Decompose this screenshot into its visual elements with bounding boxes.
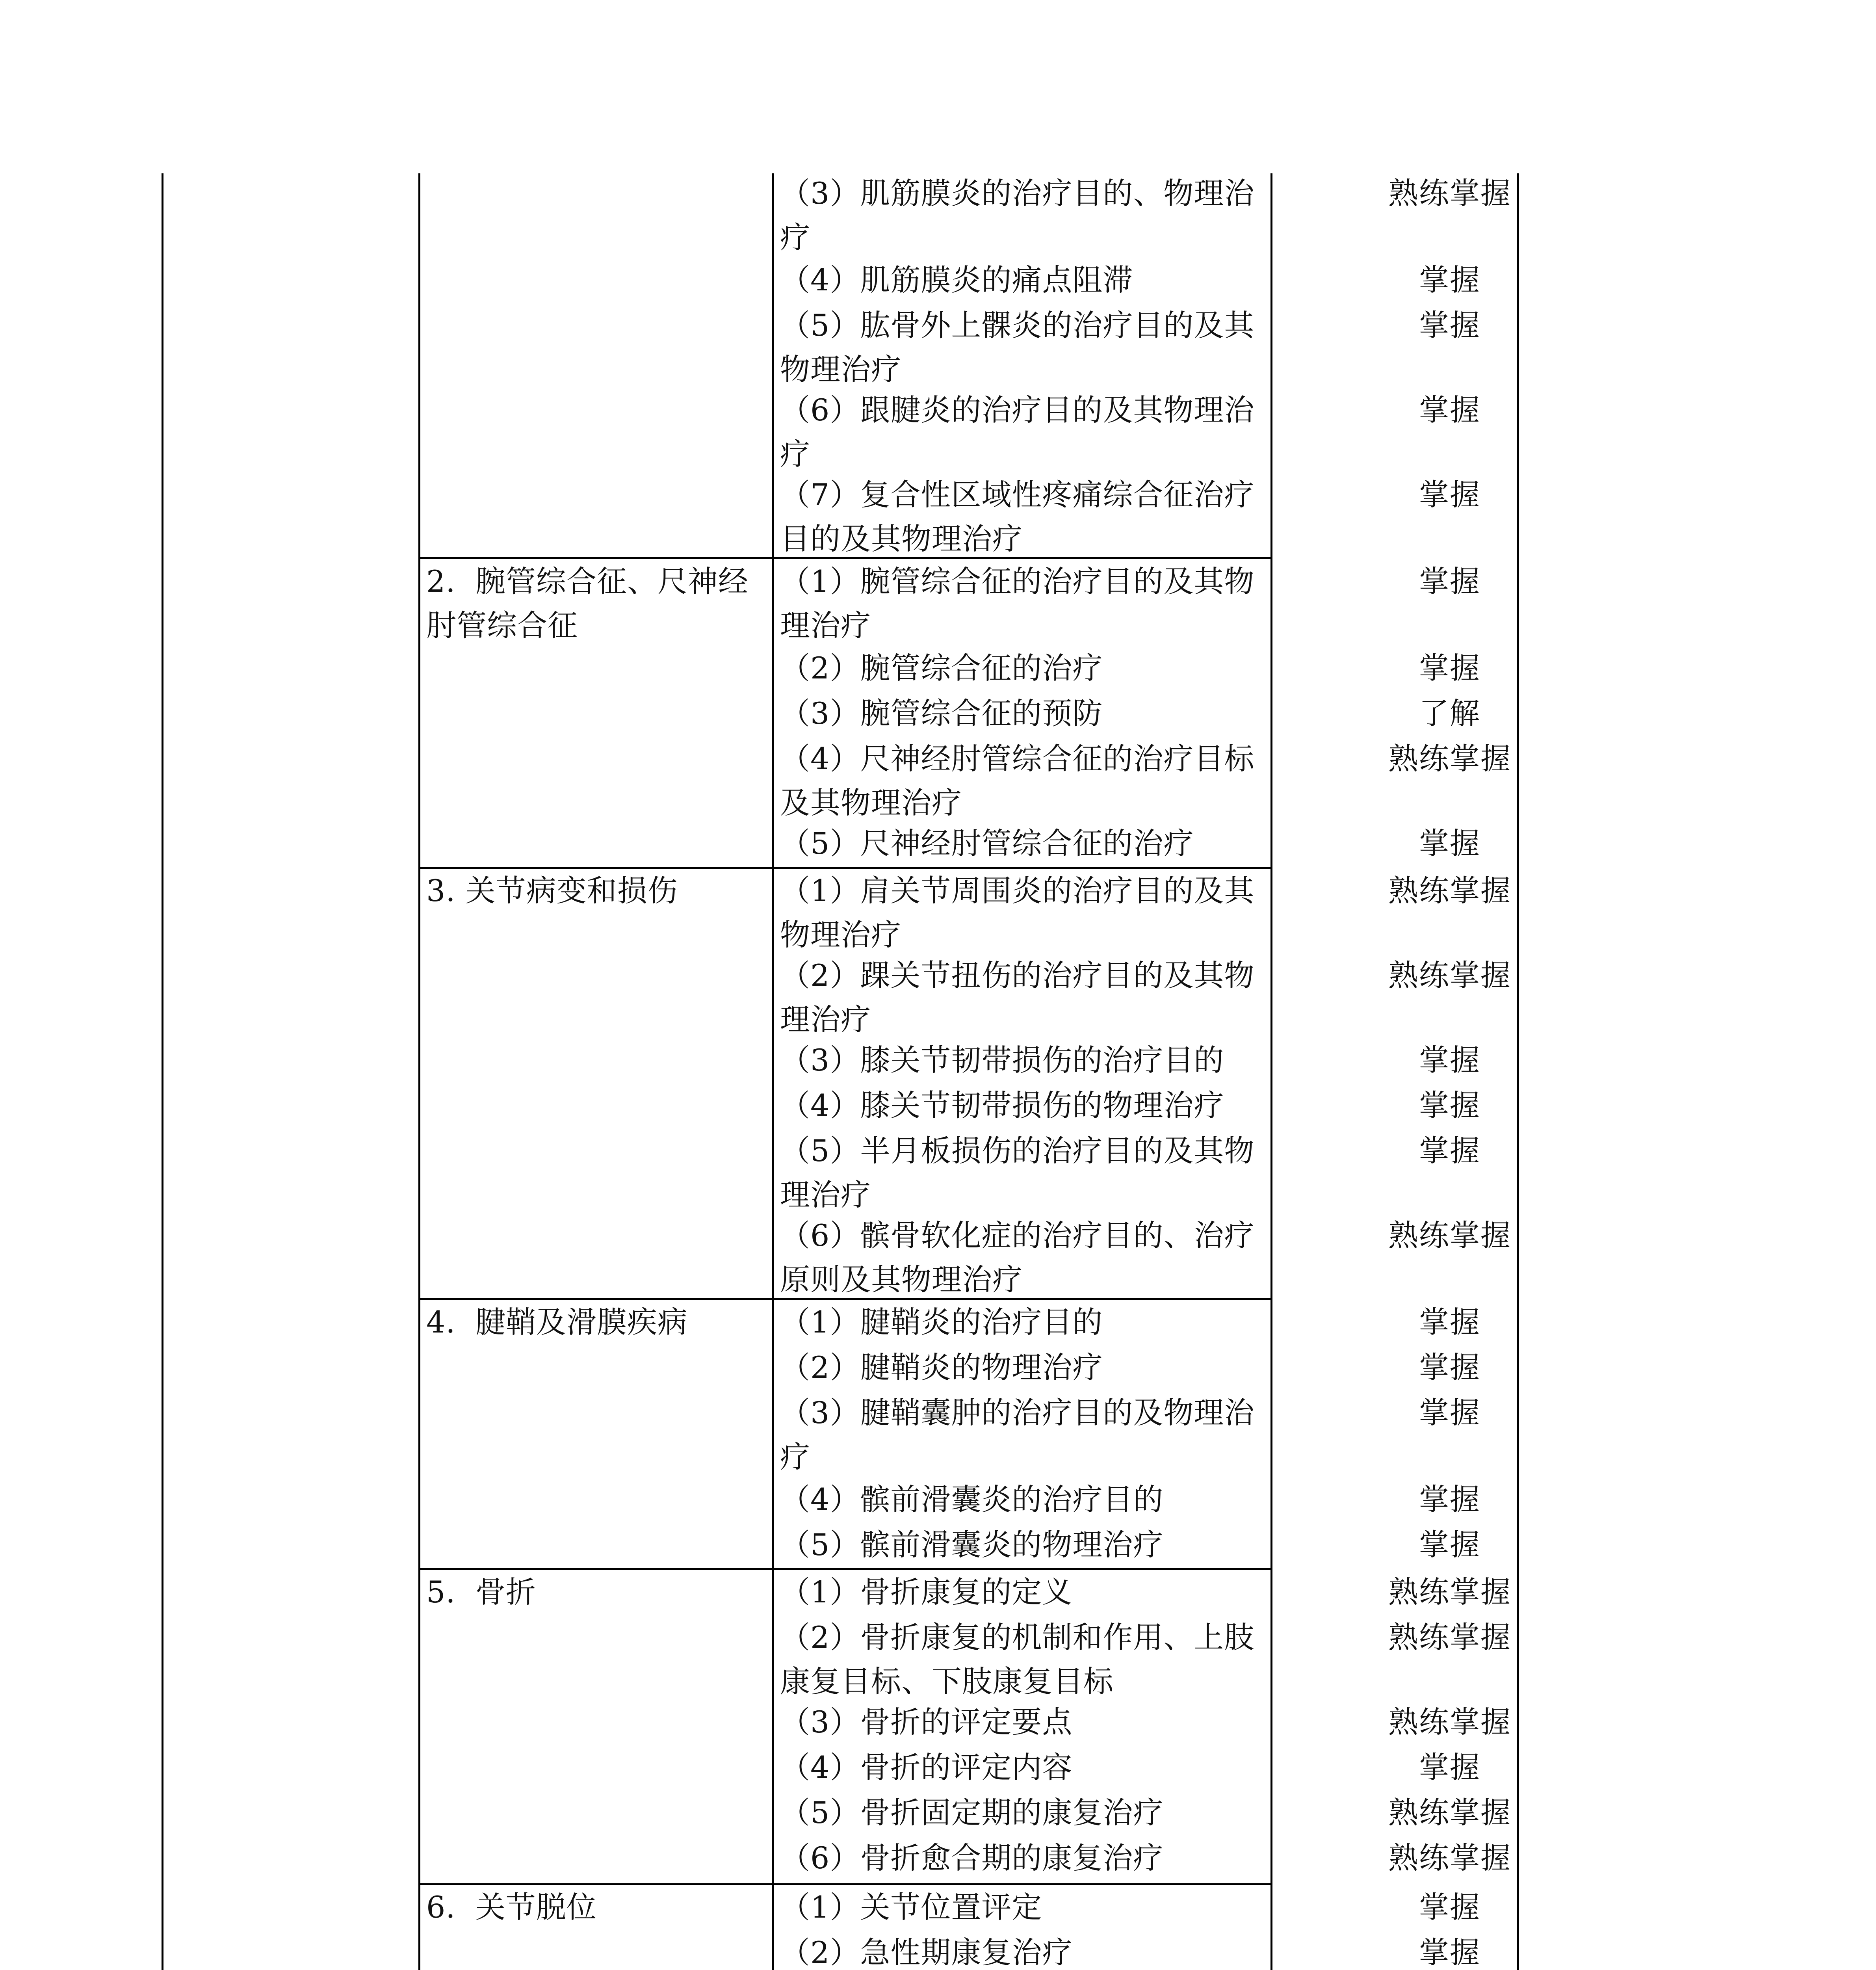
topic-label: 5. 骨折 bbox=[426, 1574, 536, 1609]
syllabus-item: （2）急性期康复治疗 bbox=[780, 1935, 1073, 1970]
syllabus-item: （4）尺神经肘管综合征的治疗目标及其物理治疗 bbox=[780, 741, 1255, 820]
syllabus-item: （4）肌筋膜炎的痛点阻滞 bbox=[780, 262, 1133, 297]
mastery-level: 熟练掌握 bbox=[1388, 873, 1511, 908]
syllabus-item: （5）髌前滑囊炎的物理治疗 bbox=[780, 1527, 1164, 1562]
syllabus-item: （1）骨折康复的定义 bbox=[780, 1574, 1073, 1609]
syllabus-item: （6）骨折愈合期的康复治疗 bbox=[780, 1840, 1164, 1875]
syllabus-item: （3）肌筋膜炎的治疗目的、物理治疗 bbox=[780, 176, 1255, 255]
table-column-divider-1 bbox=[418, 173, 420, 1970]
mastery-level: 掌握 bbox=[1419, 1750, 1480, 1785]
mastery-level: 掌握 bbox=[1419, 262, 1480, 297]
mastery-level: 掌握 bbox=[1419, 826, 1480, 861]
syllabus-item: （3）腱鞘囊肿的治疗目的及物理治疗 bbox=[780, 1395, 1255, 1474]
table-column-divider-2 bbox=[772, 173, 774, 1970]
mastery-level: 熟练掌握 bbox=[1388, 176, 1511, 211]
mastery-level: 掌握 bbox=[1419, 650, 1480, 686]
syllabus-item: （4）髌前滑囊炎的治疗目的 bbox=[780, 1482, 1164, 1517]
mastery-level: 掌握 bbox=[1419, 1043, 1480, 1078]
mastery-level: 掌握 bbox=[1419, 1890, 1480, 1925]
mastery-level: 掌握 bbox=[1419, 308, 1480, 343]
topic-label: 4. 腱鞘及滑膜疾病 bbox=[426, 1305, 688, 1340]
mastery-level: 掌握 bbox=[1419, 1350, 1480, 1385]
topic-label: 3. 关节病变和损伤 bbox=[426, 873, 678, 908]
mastery-level: 掌握 bbox=[1419, 564, 1480, 599]
syllabus-item: （1）关节位置评定 bbox=[780, 1890, 1042, 1925]
syllabus-item: （2）腱鞘炎的物理治疗 bbox=[780, 1350, 1103, 1385]
mastery-level: 掌握 bbox=[1419, 392, 1480, 427]
syllabus-item: （5）半月板损伤的治疗目的及其物理治疗 bbox=[780, 1133, 1255, 1212]
syllabus-item: （6）跟腱炎的治疗目的及其物理治疗 bbox=[780, 392, 1255, 472]
mastery-level: 掌握 bbox=[1419, 477, 1480, 512]
syllabus-item: （2）踝关节扭伤的治疗目的及其物理治疗 bbox=[780, 958, 1255, 1037]
syllabus-item: （3）膝关节韧带损伤的治疗目的 bbox=[780, 1043, 1224, 1078]
mastery-level: 掌握 bbox=[1419, 1305, 1480, 1340]
mastery-level: 掌握 bbox=[1419, 1088, 1480, 1123]
mastery-level: 掌握 bbox=[1419, 1395, 1480, 1430]
mastery-level: 熟练掌握 bbox=[1388, 1218, 1511, 1253]
mastery-level: 熟练掌握 bbox=[1388, 741, 1511, 776]
mastery-level: 掌握 bbox=[1419, 1527, 1480, 1562]
mastery-level: 掌握 bbox=[1419, 1482, 1480, 1517]
syllabus-item: （7）复合性区域性疼痛综合征治疗目的及其物理治疗 bbox=[780, 477, 1255, 556]
syllabus-item: （5）肱骨外上髁炎的治疗目的及其物理治疗 bbox=[780, 308, 1255, 387]
mastery-level: 熟练掌握 bbox=[1388, 1840, 1511, 1875]
topic-label: 6. 关节脱位 bbox=[426, 1890, 597, 1925]
syllabus-item: （4）骨折的评定内容 bbox=[780, 1750, 1073, 1785]
table-column-divider-3 bbox=[1270, 173, 1272, 1970]
table-border-left bbox=[162, 173, 163, 1970]
mastery-level: 熟练掌握 bbox=[1388, 1704, 1511, 1740]
mastery-level: 熟练掌握 bbox=[1388, 1574, 1511, 1609]
syllabus-item: （3）腕管综合征的预防 bbox=[780, 696, 1103, 731]
syllabus-item: （6）髌骨软化症的治疗目的、治疗原则及其物理治疗 bbox=[780, 1218, 1255, 1297]
syllabus-item: （5）尺神经肘管综合征的治疗 bbox=[780, 826, 1194, 861]
mastery-level: 熟练掌握 bbox=[1388, 1795, 1511, 1830]
topic-label: 2. 腕管综合征、尺神经肘管综合征 bbox=[426, 564, 749, 643]
syllabus-item: （1）肩关节周围炎的治疗目的及其物理治疗 bbox=[780, 873, 1255, 952]
mastery-level: 掌握 bbox=[1419, 1133, 1480, 1168]
mastery-level: 熟练掌握 bbox=[1388, 1620, 1511, 1655]
mastery-level: 熟练掌握 bbox=[1388, 958, 1511, 993]
syllabus-item: （3）骨折的评定要点 bbox=[780, 1704, 1073, 1740]
mastery-level: 了解 bbox=[1419, 696, 1480, 731]
syllabus-item: （2）骨折康复的机制和作用、上肢康复目标、下肢康复目标 bbox=[780, 1620, 1255, 1699]
syllabus-item: （4）膝关节韧带损伤的物理治疗 bbox=[780, 1088, 1224, 1123]
mastery-level: 掌握 bbox=[1419, 1935, 1480, 1970]
syllabus-item: （1）腕管综合征的治疗目的及其物理治疗 bbox=[780, 564, 1255, 643]
syllabus-item: （1）腱鞘炎的治疗目的 bbox=[780, 1305, 1103, 1340]
syllabus-item: （2）腕管综合征的治疗 bbox=[780, 650, 1103, 686]
syllabus-item: （5）骨折固定期的康复治疗 bbox=[780, 1795, 1164, 1830]
